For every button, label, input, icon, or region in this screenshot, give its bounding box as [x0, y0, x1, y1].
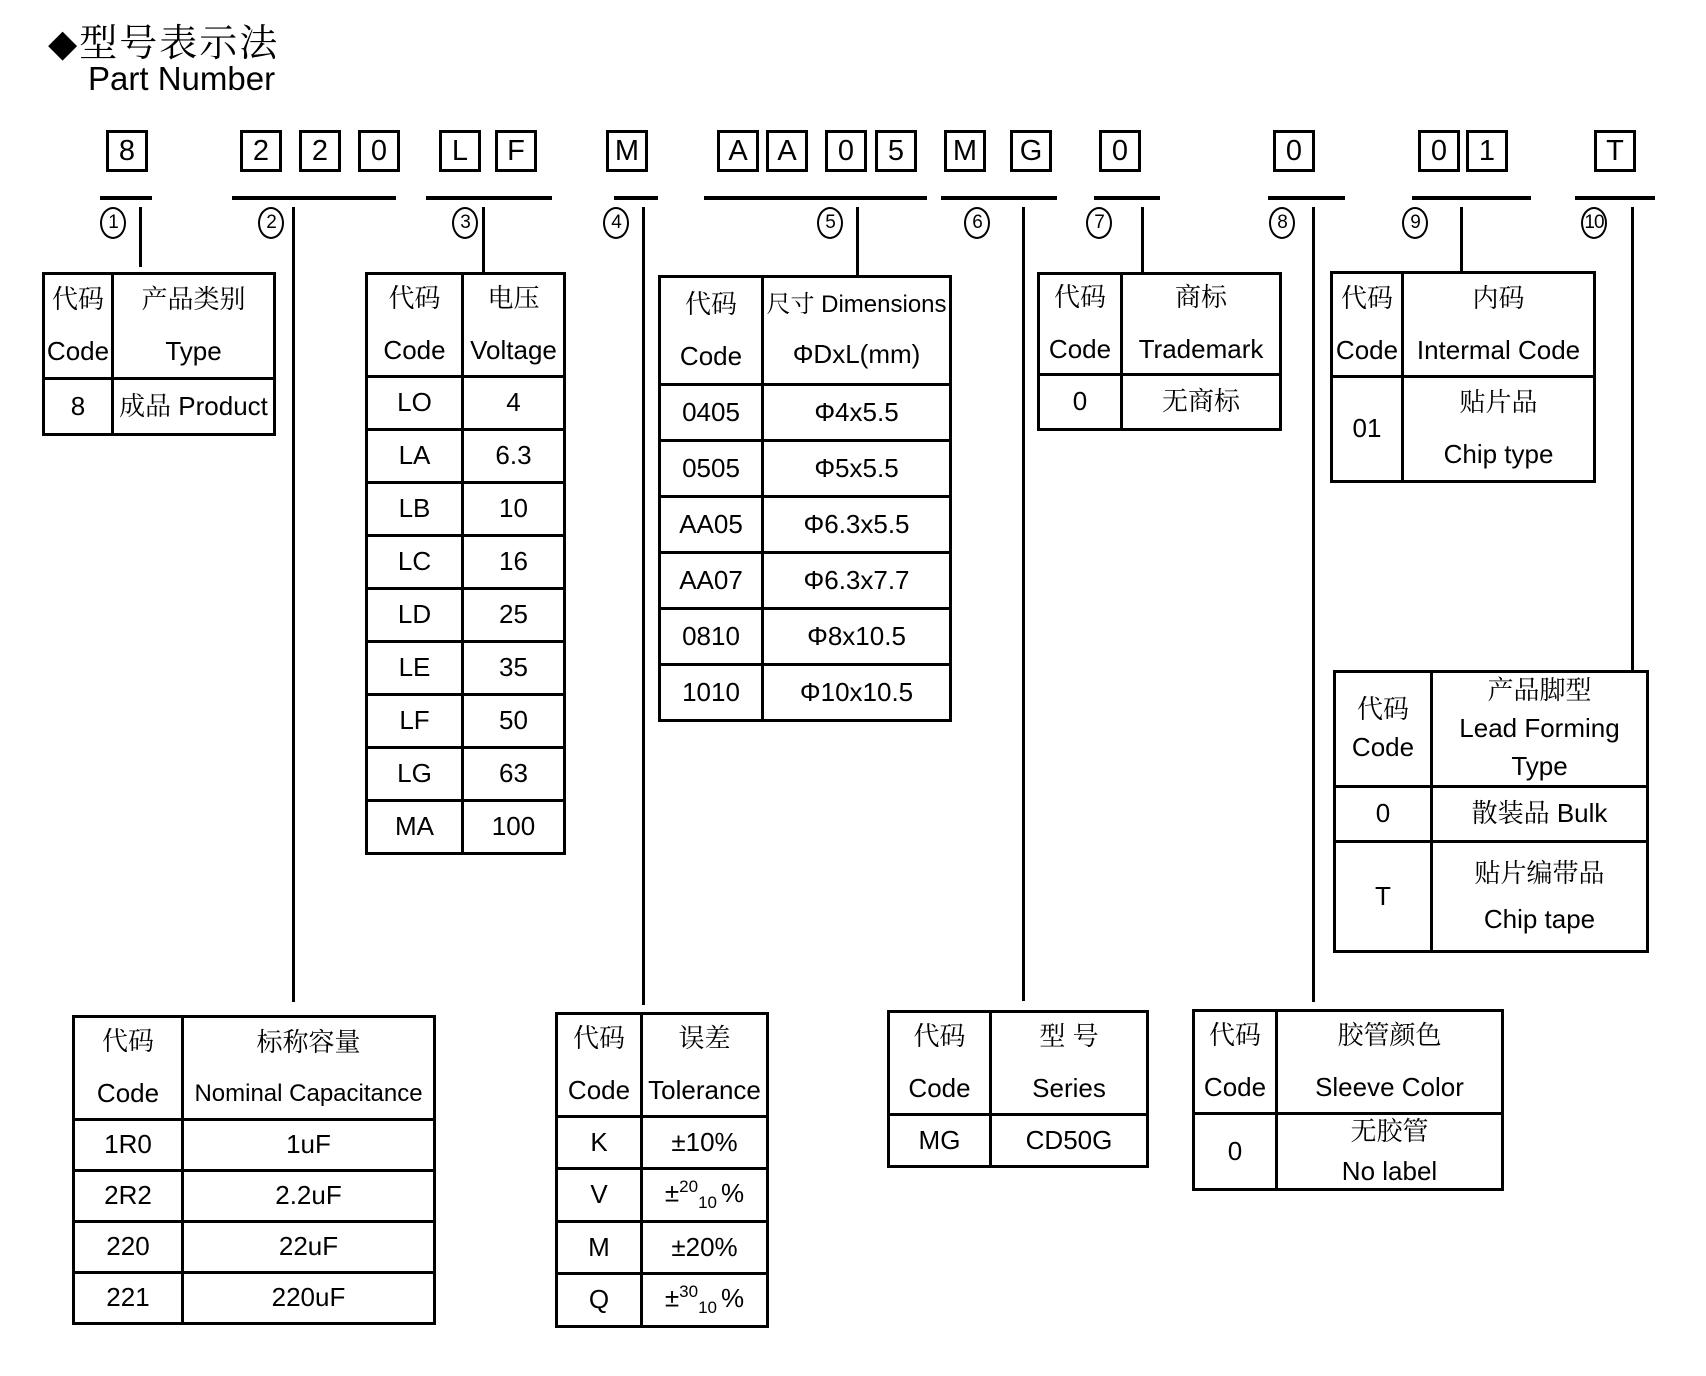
- part-char-box: 0: [358, 130, 400, 172]
- table-row: [74, 1171, 435, 1222]
- table-row: [74, 1120, 435, 1171]
- header-en: Code: [567, 1075, 631, 1105]
- table-row: [367, 748, 565, 801]
- header-en: Code: [1048, 334, 1112, 364]
- value-cell: [1403, 377, 1595, 482]
- voltage-table: [365, 272, 566, 855]
- plus-minus: ±: [664, 1282, 680, 1313]
- group-number-badge: 9: [1402, 207, 1428, 239]
- header-cell: [1403, 273, 1595, 377]
- group-underline: [704, 196, 927, 200]
- value-cell: [642, 1274, 768, 1327]
- code-cell: 0810: [660, 609, 763, 665]
- table-row: [367, 642, 565, 695]
- header-cell: [991, 1012, 1148, 1115]
- group-number-badge: 3: [452, 207, 478, 239]
- header-cell: [74, 1017, 183, 1120]
- part-char-box: 0: [1418, 130, 1460, 172]
- code-cell: LE: [367, 642, 463, 695]
- header-zh: 代码: [1208, 1020, 1261, 1051]
- header-zh: 代码: [101, 1026, 154, 1057]
- header-cell: [44, 274, 113, 379]
- table-row: [74, 1222, 435, 1273]
- header-cell: [1039, 274, 1122, 375]
- value-cell: 100: [463, 801, 565, 854]
- header-cell: [763, 277, 951, 385]
- value-cell: 63: [463, 748, 565, 801]
- header-zh: 代码: [1053, 282, 1106, 313]
- header-zh: 标称容量: [256, 1027, 361, 1058]
- value-cell: 无商标: [1122, 375, 1281, 430]
- value-cell: 2.2uF: [183, 1171, 435, 1222]
- value-cell: Φ10x10.5: [763, 665, 951, 721]
- header-zh: 胶管颜色: [1337, 1020, 1442, 1051]
- code-cell: M: [557, 1222, 642, 1274]
- table-row: [1335, 787, 1648, 842]
- series-table: [887, 1010, 1149, 1168]
- connector-line: [1141, 207, 1144, 272]
- table-row: [367, 430, 565, 483]
- group-number-badge: 10: [1581, 207, 1607, 239]
- header-en: Trademark: [1138, 334, 1264, 364]
- value-cell: 25: [463, 589, 565, 642]
- table-row: [660, 441, 951, 497]
- header-cell: [1277, 1011, 1503, 1114]
- code-cell: 0: [1335, 787, 1432, 842]
- code-cell: AA07: [660, 553, 763, 609]
- part-char-box: A: [717, 130, 759, 172]
- value-cell: 50: [463, 695, 565, 748]
- code-cell: LC: [367, 536, 463, 589]
- header-zh: 产品类别: [141, 284, 246, 315]
- value-cell: [1432, 842, 1648, 952]
- value-zh: 贴片品: [1459, 387, 1538, 418]
- part-char-box: 2: [240, 130, 282, 172]
- header-zh: 产品脚型: [1487, 675, 1592, 706]
- trademark-table: [1037, 272, 1282, 431]
- header-en: Code: [1335, 334, 1399, 365]
- code-cell: 221: [74, 1273, 183, 1324]
- code-cell: 0: [1039, 375, 1122, 430]
- part-char-box: 5: [875, 130, 917, 172]
- part-char-box: 8: [106, 130, 148, 172]
- code-cell: MA: [367, 801, 463, 854]
- group-underline: [426, 196, 552, 200]
- value-cell: ±20%: [642, 1222, 768, 1274]
- part-char-box: 0: [1273, 130, 1315, 172]
- part-char-box: 0: [1099, 130, 1141, 172]
- group-number-badge: 7: [1086, 207, 1112, 239]
- code-cell: 0: [1194, 1114, 1277, 1190]
- header-zh: 代码: [572, 1023, 625, 1054]
- table-row: [1335, 842, 1648, 952]
- value-cell: CD50G: [991, 1115, 1148, 1167]
- code-cell: K: [557, 1117, 642, 1169]
- code-cell: 1010: [660, 665, 763, 721]
- value-cell: Φ6.3x7.7: [763, 553, 951, 609]
- table-row: [889, 1115, 1148, 1167]
- table-row: [367, 695, 565, 748]
- connector-line: [642, 207, 645, 1005]
- group-underline: [941, 196, 1057, 200]
- value-cell: 1uF: [183, 1120, 435, 1171]
- code-cell: 1R0: [74, 1120, 183, 1171]
- header-en: Code: [1203, 1072, 1267, 1102]
- header-cell: [367, 274, 463, 377]
- dimensions-table: [658, 275, 952, 722]
- connector-line: [482, 207, 485, 272]
- header-cell: [889, 1012, 991, 1115]
- group-underline: [614, 196, 658, 200]
- group-underline: [1575, 196, 1655, 200]
- table-row: [367, 536, 565, 589]
- lead-forming-table: [1333, 670, 1649, 953]
- header-en: Code: [46, 336, 110, 366]
- code-cell: T: [1335, 842, 1432, 952]
- value-en: Chip tape: [1483, 903, 1596, 934]
- group-number-badge: 5: [817, 207, 843, 239]
- header-cell: [660, 277, 763, 385]
- code-cell: Q: [557, 1274, 642, 1327]
- page-title-zh: 型号表示法: [79, 23, 280, 65]
- product-type-table: [42, 272, 276, 436]
- header-zh: 代码: [913, 1021, 966, 1052]
- internal-code-table: [1330, 271, 1596, 483]
- header-cell: [113, 274, 275, 379]
- header-zh: 代码: [684, 288, 737, 319]
- header-en: Sleeve Color: [1315, 1072, 1464, 1102]
- value-cell: 4: [463, 377, 565, 430]
- table-row: [557, 1117, 768, 1169]
- header-en: Type: [165, 336, 222, 366]
- page-title-en: Part Number: [88, 60, 276, 97]
- table-row: [1332, 377, 1595, 482]
- connector-line: [1022, 207, 1025, 1001]
- capacitance-table: [72, 1015, 436, 1325]
- code-cell: LF: [367, 695, 463, 748]
- table-row: [367, 589, 565, 642]
- group-number-badge: 2: [258, 207, 284, 239]
- code-cell: LB: [367, 483, 463, 536]
- code-cell: AA05: [660, 497, 763, 553]
- value-cell: Φ4x5.5: [763, 385, 951, 441]
- percent-sign: %: [721, 1282, 745, 1313]
- header-cell: [1335, 672, 1432, 787]
- table-row: [1194, 1114, 1503, 1190]
- part-char-box: 1: [1466, 130, 1508, 172]
- part-char-box: G: [1010, 130, 1052, 172]
- connector-line: [1312, 207, 1315, 1002]
- header-cell: [1432, 672, 1648, 787]
- code-cell: MG: [889, 1115, 991, 1167]
- table-row: [660, 385, 951, 441]
- value-cell: ±10%: [642, 1117, 768, 1169]
- code-cell: LG: [367, 748, 463, 801]
- table-row: [74, 1273, 435, 1324]
- table-row: [557, 1222, 768, 1274]
- group-underline: [1094, 196, 1160, 200]
- group-underline: [232, 196, 396, 200]
- table-row: [660, 609, 951, 665]
- table-row: [660, 553, 951, 609]
- header-cell: [1194, 1011, 1277, 1114]
- part-char-box: M: [944, 130, 986, 172]
- value-cell: [642, 1169, 768, 1222]
- header-cell: [1332, 273, 1403, 377]
- connector-line: [1631, 207, 1634, 670]
- header-en: Series: [1032, 1073, 1106, 1103]
- header-zh: 代码: [51, 284, 104, 315]
- group-underline: [1268, 196, 1345, 200]
- code-cell: 01: [1332, 377, 1403, 482]
- table-row: [367, 801, 565, 854]
- code-cell: 0405: [660, 385, 763, 441]
- tolerance-upper: 30: [679, 1282, 699, 1302]
- header-en: Lead Forming: [1459, 713, 1620, 744]
- value-cell: 散装品 Bulk: [1432, 787, 1648, 842]
- value-cell: 220uF: [183, 1273, 435, 1324]
- part-char-box: T: [1594, 130, 1636, 172]
- table-row: [557, 1274, 768, 1327]
- group-underline: [1412, 196, 1531, 200]
- header-en: Type: [1511, 750, 1568, 781]
- percent-sign: %: [721, 1177, 745, 1208]
- value-cell: Φ5x5.5: [763, 441, 951, 497]
- header-zh: 电压: [487, 283, 540, 314]
- header-zh: 代码: [1340, 282, 1393, 313]
- header-en: Code: [96, 1078, 160, 1108]
- value-en: No label: [1341, 1155, 1438, 1186]
- header-cell: [183, 1017, 435, 1120]
- header-cell: [642, 1014, 768, 1117]
- header-zh: 尺寸 Dimensions: [766, 290, 947, 318]
- header-zh: 商标: [1174, 282, 1227, 313]
- header-en: Nominal Capacitance: [194, 1080, 423, 1108]
- part-char-box: M: [606, 130, 648, 172]
- table-row: [660, 665, 951, 721]
- code-cell: 2R2: [74, 1171, 183, 1222]
- value-zh: 贴片编带品: [1474, 857, 1605, 888]
- header-en: Code: [679, 340, 743, 371]
- header-en: Code: [908, 1073, 971, 1103]
- header-zh: 型 号: [1039, 1021, 1099, 1052]
- value-cell: [1277, 1114, 1503, 1190]
- header-en: Voltage: [470, 335, 557, 365]
- part-char-box: L: [439, 130, 481, 172]
- connector-line: [856, 207, 859, 275]
- value-cell: 16: [463, 536, 565, 589]
- value-zh: 无胶管: [1350, 1115, 1429, 1146]
- table-row: [660, 497, 951, 553]
- header-en: Tolerance: [648, 1075, 761, 1105]
- header-en: ΦDxL(mm): [792, 339, 921, 370]
- table-row: [44, 379, 275, 435]
- code-cell: 8: [44, 379, 113, 435]
- code-cell: 0505: [660, 441, 763, 497]
- value-cell: 6.3: [463, 430, 565, 483]
- group-number-badge: 8: [1269, 207, 1295, 239]
- tolerance-table: [555, 1012, 769, 1328]
- group-underline: [100, 196, 152, 200]
- sleeve-color-table: [1192, 1009, 1504, 1191]
- header-cell: [557, 1014, 642, 1117]
- group-number-badge: 1: [100, 207, 126, 239]
- connector-line: [1460, 207, 1463, 271]
- code-cell: 220: [74, 1222, 183, 1273]
- value-en: Chip type: [1443, 439, 1554, 469]
- code-cell: LD: [367, 589, 463, 642]
- table-row: [367, 483, 565, 536]
- header-zh: 代码: [388, 283, 441, 314]
- table-row: [1039, 375, 1281, 430]
- value-cell: Φ8x10.5: [763, 609, 951, 665]
- tolerance-lower: 10: [698, 1193, 717, 1213]
- value-cell: 22uF: [183, 1222, 435, 1273]
- header-zh: 代码: [1356, 694, 1409, 725]
- diamond-bullet-icon: ◆: [48, 23, 80, 65]
- value-cell: Φ6.3x5.5: [763, 497, 951, 553]
- value-cell: 10: [463, 483, 565, 536]
- connector-line: [139, 207, 142, 267]
- part-char-box: 2: [299, 130, 341, 172]
- header-en: Intermal Code: [1416, 334, 1581, 365]
- group-number-badge: 4: [603, 207, 629, 239]
- part-char-box: 0: [825, 130, 867, 172]
- group-number-badge: 6: [964, 207, 990, 239]
- connector-line: [292, 207, 295, 1002]
- page-title: [48, 12, 279, 67]
- table-row: [367, 377, 565, 430]
- value-cell: 35: [463, 642, 565, 695]
- header-zh: 内码: [1472, 282, 1525, 313]
- tolerance-lower: 10: [698, 1298, 717, 1318]
- header-cell: [463, 274, 565, 377]
- value-cell: 成品 Product: [113, 379, 275, 435]
- code-cell: V: [557, 1169, 642, 1222]
- part-char-box: A: [766, 130, 808, 172]
- table-row: [557, 1169, 768, 1222]
- code-cell: LA: [367, 430, 463, 483]
- header-cell: [1122, 274, 1281, 375]
- header-en: Code: [1351, 732, 1415, 762]
- header-zh: 误差: [678, 1023, 731, 1054]
- code-cell: LO: [367, 377, 463, 430]
- header-en: Code: [383, 335, 446, 365]
- part-char-box: F: [495, 130, 537, 172]
- plus-minus: ±: [664, 1177, 680, 1208]
- tolerance-upper: 20: [679, 1177, 699, 1197]
